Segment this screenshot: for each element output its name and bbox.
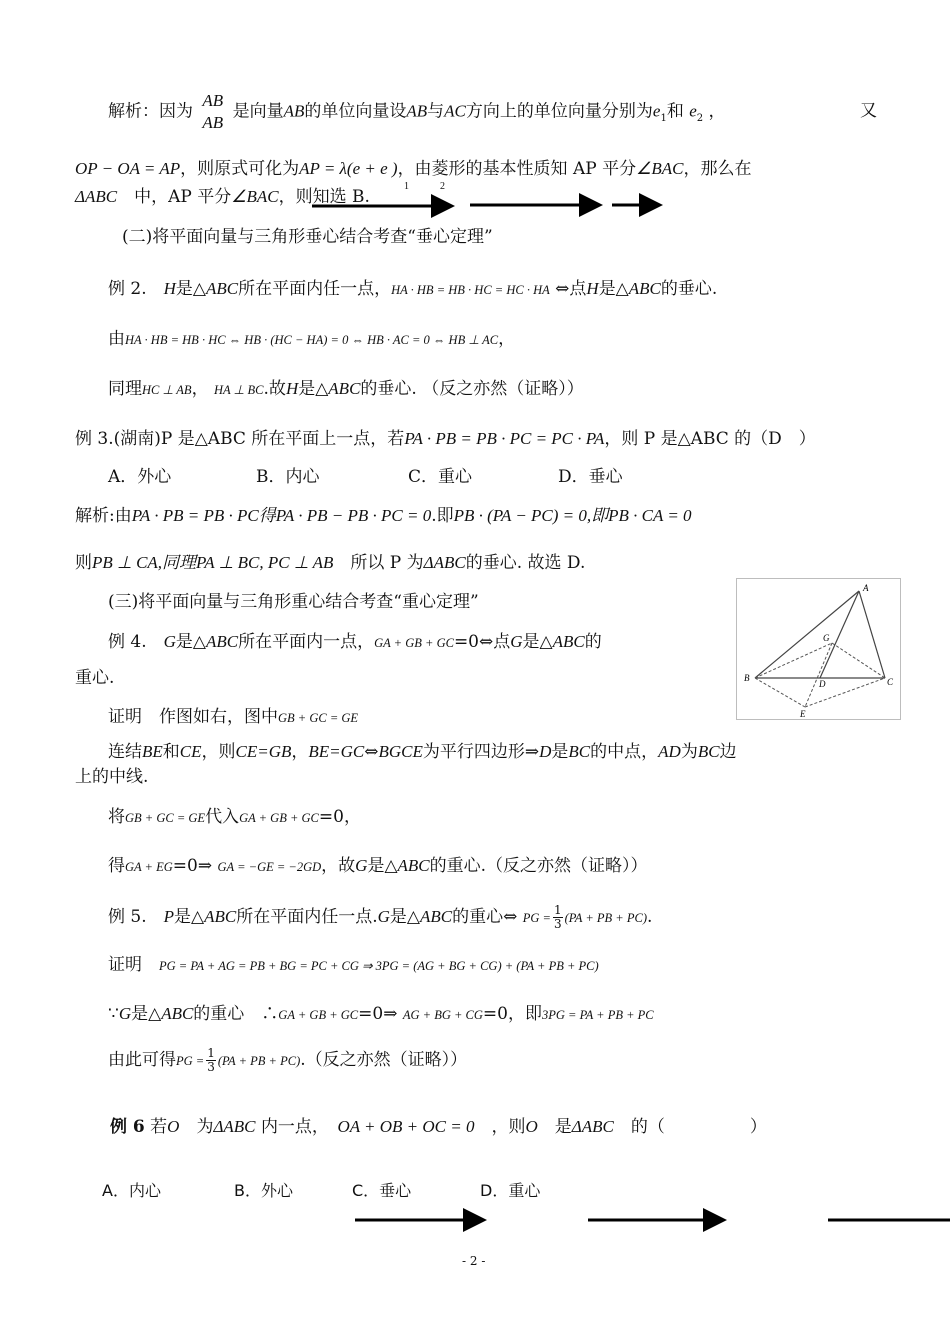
- ex5-frac-num: 1: [553, 903, 562, 917]
- ex5-t4: 的重心: [452, 907, 504, 927]
- ex3sol2-t2: 的垂心. 故选 D.: [465, 553, 586, 573]
- ex6-tri: ΔABC: [213, 1117, 256, 1136]
- ex6-t6: 的（ ）: [630, 1117, 767, 1137]
- ex4g-eq1: GA + EG: [125, 860, 173, 874]
- ex3sol-lead: 解析:由: [75, 506, 132, 526]
- p1-frac-den: AB: [202, 113, 224, 132]
- ex6-option-c: C．垂心: [352, 1181, 412, 1200]
- triangle-diagram: [737, 579, 900, 719]
- p2-t3: ，那么在: [683, 159, 752, 179]
- ex3-option-a: A．外心: [108, 467, 172, 487]
- ex5b-eq: PG = PA + AG = PB + BG = PC + CG ⇒ 3PG = (AG + BG + CG) + (PA + PB + PC): [159, 959, 599, 973]
- ex3-option-d: D．垂心: [558, 467, 623, 487]
- section2-title: (二)将平面向量与三角形垂心结合考查“垂心定理”: [122, 227, 493, 247]
- ex4c-lead: 证明 作图如右，图中: [108, 707, 278, 727]
- ex5-p: P: [163, 907, 175, 926]
- p1-mid: 是向量: [232, 101, 284, 122]
- ex4d-bc: BC: [568, 742, 591, 761]
- ex2c-abc: ABC: [328, 379, 361, 398]
- p2-angle: ∠BAC: [636, 159, 684, 178]
- ex6-option-d: D．重心: [480, 1181, 541, 1200]
- ex4-g2: G: [510, 632, 523, 651]
- ex4d-t4: 是: [551, 742, 569, 762]
- ex2c-lead: 同理: [108, 379, 142, 399]
- ex4-t6: 的: [584, 632, 602, 652]
- ex4d-t3: 为平行四边形: [422, 742, 525, 762]
- ex5-eq2: (PA + PB + PC): [564, 911, 647, 925]
- ex6-option-a: A．内心: [102, 1181, 161, 1200]
- p2-eq2: AP = λ(e + e ): [299, 159, 398, 178]
- ex5-frac-den: 3: [553, 917, 562, 931]
- ex2-t4: 是△: [598, 279, 629, 299]
- p1-ab2: AB: [406, 101, 428, 121]
- ex2b-eq: HA · HB = HB · HC ⇔ HB · (HC − HA) = 0 ⇔ HB · AC = 0 ⇔ HB ⊥ AC: [125, 333, 499, 347]
- ex4-t3: =0: [453, 632, 479, 652]
- ex4d-and: 和: [162, 742, 180, 762]
- ex4g-t2: ，故: [321, 856, 356, 876]
- p2-sub2: 2: [440, 181, 445, 192]
- p1-e2: e: [689, 101, 697, 121]
- p1-t3: 方向上的单位向量分别为: [465, 101, 653, 122]
- ex3-eq: PA · PB = PB · PC = PC · PA: [404, 429, 605, 448]
- ex6-label: 例 6: [110, 1117, 145, 1137]
- ex2-t3: 点: [569, 279, 587, 299]
- ex2c-t3: 的垂心. （反之亦然（证略））: [360, 379, 584, 399]
- ex4d-be: BE: [142, 742, 163, 761]
- triangle-figure: [736, 578, 901, 720]
- ex4c-eq: GB + GC = GE: [278, 711, 359, 725]
- ex3sol-eq2: PB · (PA − PC) = 0,即PB · CA = 0: [453, 506, 692, 525]
- ex2c-t1: .故: [263, 379, 286, 399]
- ex4g-g: G: [355, 856, 368, 875]
- p1-frac-num: AB: [202, 91, 224, 110]
- ex2c-eq1: HC ⊥ AB: [142, 383, 192, 397]
- ex5c-imp: ⇒: [383, 1004, 398, 1024]
- ex5-abc: ABC: [204, 907, 237, 926]
- ex5c-t2: 的重心: [193, 1004, 262, 1024]
- edge-ab: [755, 591, 859, 678]
- ex3sol-eq: PA · PB = PB · PC得PA · PB − PB · PC = 0: [131, 506, 432, 525]
- ex4d-imp: ⇒: [524, 742, 540, 762]
- label-d: D: [819, 679, 826, 689]
- ex3-option-b: B．内心: [256, 467, 320, 487]
- ex2-label: 例 2.: [108, 279, 147, 299]
- ex4g-t3: 是△: [367, 856, 398, 876]
- segment-ge: [805, 643, 832, 707]
- ex5d-frac-den: 3: [207, 1060, 215, 1074]
- ex5c-t4: =0，即: [482, 1004, 542, 1024]
- ex2c-h: H: [285, 379, 299, 398]
- ex5b-lead: 证明: [108, 955, 142, 975]
- p1-e1-sub: 1: [660, 112, 667, 124]
- ex5c-t1: 是△: [131, 1004, 162, 1024]
- ex5-t1: 是△: [174, 907, 205, 927]
- ex5c-abc: ABC: [161, 1004, 194, 1023]
- ex5d-eq1: PG =: [176, 1054, 205, 1068]
- p3-t1: 中，AP 平分: [134, 187, 232, 207]
- ex5-label: 例 5.: [108, 907, 147, 927]
- ex2c-sep: ，: [191, 379, 209, 399]
- p3-t2: ，则知选 B.: [278, 187, 370, 207]
- section3-title: (三)将平面向量与三角形重心结合考查“重心定理”: [108, 592, 479, 612]
- ex2-t5: 的垂心.: [660, 279, 718, 299]
- ex4d-c: ，: [291, 742, 309, 762]
- ex6-option-b: B．外心: [234, 1181, 293, 1200]
- ex4d-t6: 为: [680, 742, 698, 762]
- ex2-t1: 是△: [175, 279, 206, 299]
- p1-and: 和: [666, 101, 684, 122]
- ex4-t2: 所在平面内一点，: [238, 632, 375, 652]
- p2-sub1: 1: [404, 181, 409, 192]
- ex6-tri2: ΔABC: [571, 1117, 614, 1136]
- ex6-t1: 若: [150, 1117, 168, 1137]
- ex2-abc: ABC: [205, 279, 239, 298]
- ex4d-t2: ，则: [201, 742, 236, 762]
- p1-ab: AB: [283, 101, 305, 121]
- ex2b-tail: ，: [498, 329, 516, 349]
- ex6-t3: 内一点，: [260, 1117, 321, 1137]
- ex5-t2: 所在平面内任一点.: [236, 907, 378, 927]
- ex4-abc: ABC: [205, 632, 239, 651]
- ex5d-eq2: (PA + PB + PC): [217, 1054, 301, 1068]
- ex4-t1: 是△: [175, 632, 206, 652]
- ex4f-t2: =0，: [318, 807, 361, 827]
- p1-e2-sub: 2: [696, 112, 704, 124]
- p2-t1: ，则原式可化为: [180, 159, 300, 179]
- ex5-t3: 是△: [389, 907, 420, 927]
- ex4d-t1: 连结: [108, 742, 142, 762]
- ex5d-lead: 由此可得: [108, 1050, 176, 1070]
- ex5c-g: G: [118, 1004, 132, 1023]
- segment-gc: [832, 643, 885, 678]
- ex4-cont: 重心.: [75, 668, 115, 688]
- ex4f-eq1: GB + GC = GE: [125, 811, 206, 825]
- ex5d-frac-num: 1: [207, 1046, 215, 1060]
- ex4-cont2: 上的中线.: [75, 767, 149, 787]
- ex5-g: G: [377, 907, 390, 926]
- ex2-h: H: [163, 279, 176, 298]
- ex5c-eq1: GA + GB + GC: [278, 1008, 359, 1022]
- ex2c-t2: 是△: [298, 379, 329, 399]
- ex6-o: O: [167, 1117, 180, 1136]
- p3-angle: ∠BAC: [231, 187, 279, 206]
- ex2-t2: 所在平面内任一点，: [238, 279, 392, 299]
- ex4d-t5: 的中点，: [590, 742, 659, 762]
- ex4g-abc: ABC: [397, 856, 430, 875]
- ex4f-lead: 将: [108, 807, 125, 827]
- ex4g-imp: ⇒: [197, 856, 213, 876]
- label-e: E: [800, 709, 806, 719]
- ex5-eq1: PG =: [522, 911, 551, 925]
- ex5d-t1: .（反之亦然（证略））: [300, 1050, 468, 1070]
- ex6-t5: 是: [554, 1117, 572, 1137]
- ex4d-bgce: BGCE: [378, 742, 423, 761]
- ex4g-t4: 的重心.（反之亦然（证略））: [429, 856, 648, 876]
- ex3-t1: 例 3.(湖南)P 是△ABC 所在平面上一点，若: [75, 429, 405, 449]
- ex4-t5: 是△: [522, 632, 553, 652]
- ex4-iff: ⇔: [479, 632, 494, 652]
- label-a: A: [863, 583, 869, 593]
- ex4d-be2: BE=GC: [308, 742, 365, 761]
- p1-lead: 解析：因为: [108, 101, 193, 122]
- ex4d-ce2: CE=GB: [235, 742, 292, 761]
- ex4d-ad: AD: [658, 742, 681, 761]
- ex2b-lead: 由: [108, 329, 125, 349]
- ex4-t4: 点: [493, 632, 511, 652]
- ex4d-d: D: [539, 742, 552, 761]
- ex4d-iff: ⇔: [364, 742, 379, 762]
- ex5c-therefore: ∴: [261, 1004, 279, 1024]
- p1-e1: e: [652, 101, 661, 121]
- ex4-eq: GA + GB + GC: [374, 636, 454, 650]
- ex3sol2-eq: PB ⊥ CA,同理PA ⊥ BC, PC ⊥ AB: [92, 553, 334, 572]
- ex2-h2: H: [586, 279, 599, 298]
- ex6-eq: OA + OB + OC = 0: [337, 1117, 475, 1136]
- ex5-abc2: ABC: [419, 907, 453, 926]
- ex4g-eq2: GA = −GE = −2GD: [217, 860, 322, 874]
- segment-ec: [805, 678, 885, 707]
- ex4-g: G: [163, 632, 176, 651]
- ex3sol-t1: .即: [431, 506, 454, 526]
- ex4d-ce: CE: [179, 742, 202, 761]
- ex4f-eq2: GA + GB + GC: [239, 811, 319, 825]
- ex5-dot: .: [646, 907, 653, 927]
- segment-bg: [755, 643, 832, 678]
- ex6-t4: ，则: [491, 1117, 526, 1137]
- ex6-o2: O: [525, 1117, 538, 1136]
- ex3-option-c: C．重心: [408, 467, 473, 487]
- ex5-iff: ⇔: [503, 907, 518, 927]
- p2-t2: ，由菱形的基本性质知 AP 平分: [397, 159, 637, 179]
- page-number: - 2 -: [462, 1254, 486, 1268]
- label-c: C: [887, 677, 894, 687]
- ex2c-eq2: HA ⊥ BC: [213, 383, 264, 397]
- p3-tri: ΔABC: [75, 187, 118, 206]
- p1-t1: 的单位向量设: [304, 101, 407, 122]
- ex4d-t7: 边: [719, 742, 737, 762]
- ex2-iff: ⇔: [555, 279, 570, 299]
- ex3sol2-tri: ΔABC: [423, 553, 466, 572]
- ex5c-eq3: 3PG = PA + PB + PC: [541, 1008, 654, 1022]
- ex4-label: 例 4.: [108, 632, 147, 652]
- ex4d-bc2: BC: [697, 742, 720, 761]
- p1-t2: 与: [427, 101, 445, 122]
- ex4g-lead: 得: [108, 856, 125, 876]
- ex5c-t3: =0: [358, 1004, 384, 1024]
- p1-ac: AC: [444, 101, 466, 121]
- p1-tail: ，: [708, 101, 726, 122]
- ex4g-t1: =0: [172, 856, 198, 876]
- ex4-abc2: ABC: [552, 632, 585, 651]
- label-g: G: [823, 633, 830, 643]
- p1-you: 又: [860, 101, 877, 121]
- ex5c-because: ∵: [108, 1004, 119, 1024]
- segment-be: [755, 678, 805, 707]
- ex3-t2: ，则 P 是△ABC 的（D ）: [604, 429, 816, 449]
- ex3sol2-t1: 所以 P 为: [333, 553, 424, 573]
- p2-eq1: OP − OA = AP: [75, 159, 181, 178]
- ex6-t2: 为: [196, 1117, 214, 1137]
- ex2-eq: HA · HB = HB · HC = HC · HA: [391, 283, 550, 297]
- ex2-abc2: ABC: [628, 279, 661, 298]
- ex4f-t1: 代入: [205, 807, 240, 827]
- ex3sol2-lead: 则: [75, 553, 92, 573]
- ex5c-eq2: AG + BG + CG: [402, 1008, 483, 1022]
- edge-ac: [859, 591, 885, 678]
- label-b: B: [744, 673, 750, 683]
